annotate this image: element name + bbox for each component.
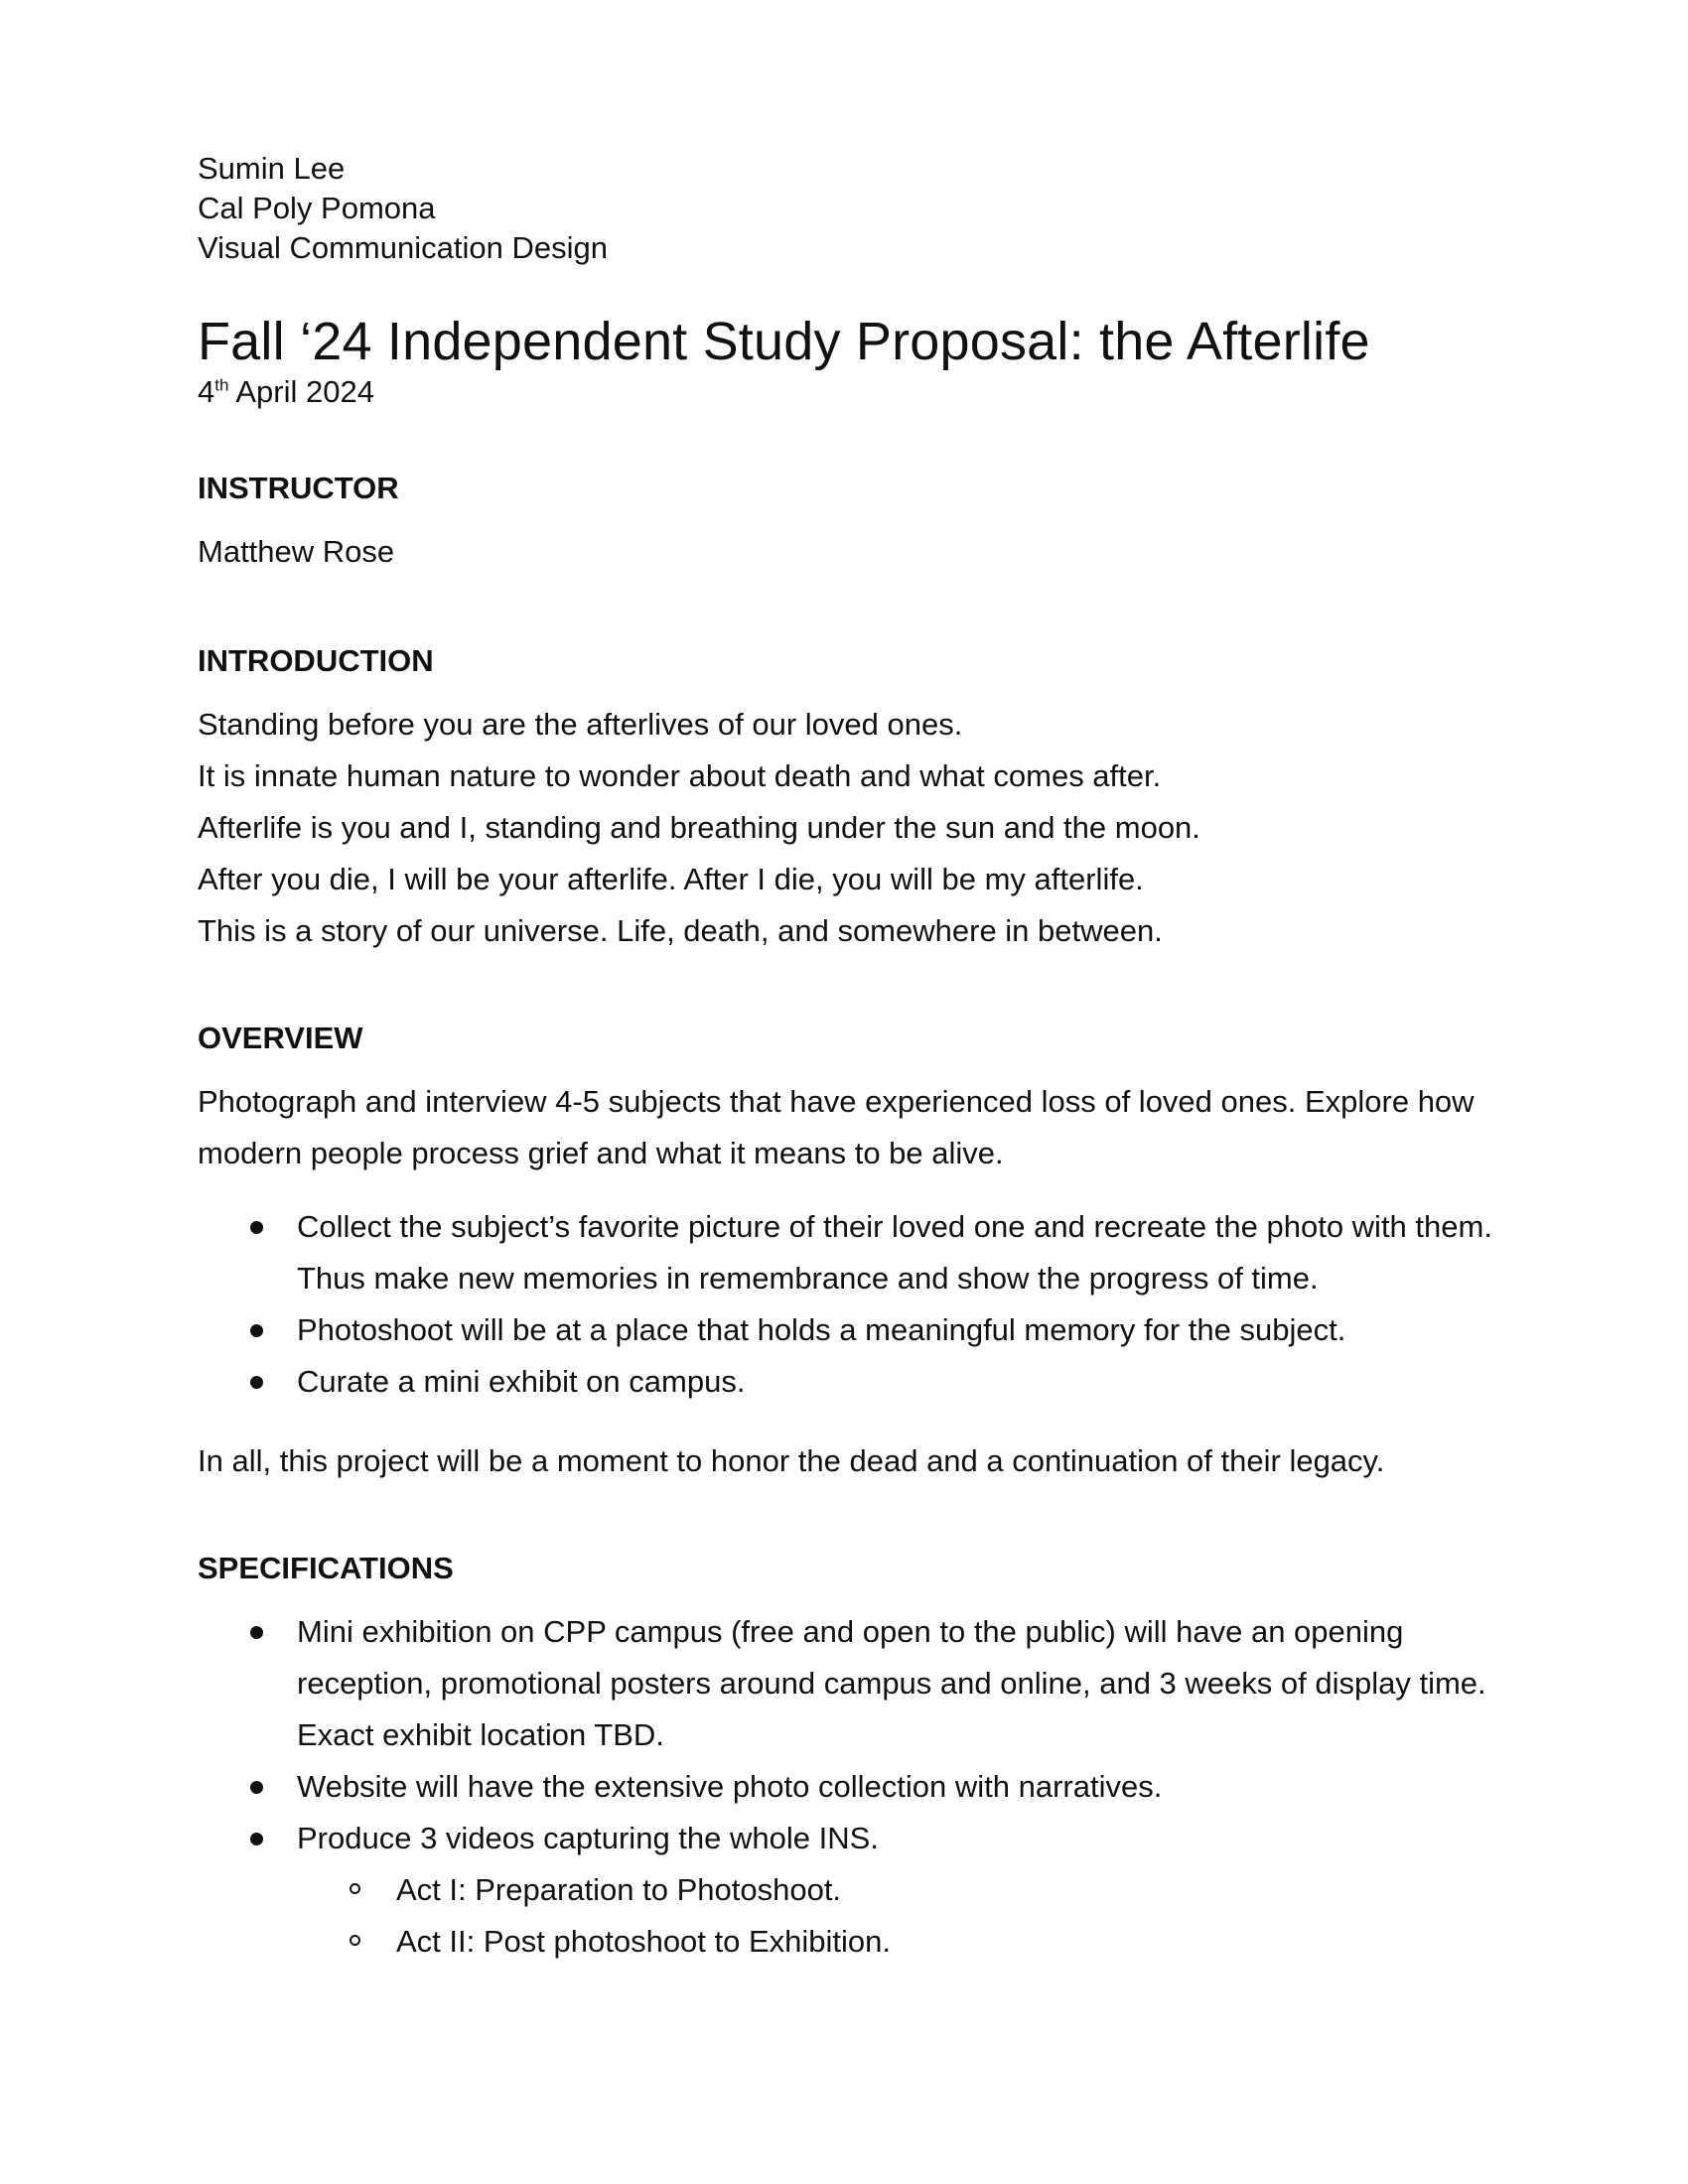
- list-item: [198, 1761, 1508, 1813]
- date-day: 4: [198, 374, 215, 409]
- specifications-sub-list: [297, 1864, 1508, 1968]
- introduction-line: Afterlife is you and I, standing and breathing under the sun and the moon.: [198, 810, 1200, 845]
- date-suffix: th: [214, 375, 229, 395]
- overview-closing: In all, this project will be a moment to honor the dead and a continuation of their legacy.: [198, 1443, 1385, 1478]
- hollow-bullet-icon: [350, 1935, 360, 1946]
- list-item: [198, 1201, 1508, 1304]
- instructor-heading: INSTRUCTOR: [198, 471, 399, 505]
- introduction-lines: [198, 699, 1508, 957]
- document-page: [198, 149, 1508, 1968]
- author-block: [198, 149, 1508, 268]
- specifications-sub-list-wrap: [198, 1864, 1508, 1968]
- hollow-bullet-icon: [350, 1883, 360, 1894]
- introduction-line: After you die, I will be your afterlife. After I die, you will be my afterlife.: [198, 862, 1144, 896]
- introduction-line: It is innate human nature to wonder about death and what comes after.: [198, 758, 1162, 793]
- bullet-dot-icon: [250, 1626, 263, 1639]
- instructor-section: [198, 469, 1508, 578]
- list-item-text: Collect the subject’s favorite picture of their loved one and recreate the photo with them. Thus make new memories in remembrance and show the progress of time.: [297, 1209, 1492, 1296]
- bullet-dot-icon: [250, 1833, 263, 1845]
- sub-list-item-text: Act I: Preparation to Photoshoot.: [396, 1872, 842, 1907]
- list-item-text: Produce 3 videos capturing the whole INS.: [297, 1821, 879, 1855]
- overview-paragraph: Photograph and interview 4-5 subjects that have experienced loss of loved ones. Explore how modern people process grief and what it means to be alive.: [198, 1084, 1475, 1170]
- list-item: [198, 1813, 1508, 1864]
- author-name: Sumin Lee: [198, 151, 346, 186]
- program-name: Visual Communication Design: [198, 230, 608, 265]
- list-item: [198, 1304, 1508, 1356]
- bullet-dot-icon: [250, 1221, 263, 1234]
- sub-list-item-text: Act II: Post photoshoot to Exhibition.: [396, 1924, 892, 1959]
- list-item: [198, 1356, 1508, 1408]
- specifications-section: [198, 1549, 1508, 1968]
- overview-section: [198, 1019, 1508, 1487]
- bullet-dot-icon: [250, 1324, 263, 1337]
- list-item-text: Website will have the extensive photo collection with narratives.: [297, 1769, 1163, 1804]
- document-date: [198, 373, 1508, 411]
- list-item: [198, 1606, 1508, 1761]
- list-item-text: Mini exhibition on CPP campus (free and open to the public) will have an opening reception, promotional posters around campus and online, and 3 weeks of display time. Exact exhibit location TBD.: [297, 1614, 1486, 1752]
- specifications-bullet-list: [198, 1606, 1508, 1864]
- introduction-line: This is a story of our universe. Life, death, and somewhere in between.: [198, 913, 1163, 948]
- overview-bullet-list: [198, 1201, 1508, 1408]
- overview-heading: OVERVIEW: [198, 1021, 363, 1055]
- list-item-text: Photoshoot will be at a place that holds a meaningful memory for the subject.: [297, 1312, 1346, 1347]
- list-item-text: Curate a mini exhibit on campus.: [297, 1364, 746, 1399]
- instructor-name: Matthew Rose: [198, 534, 395, 569]
- specifications-heading: SPECIFICATIONS: [198, 1551, 454, 1585]
- introduction-heading: INTRODUCTION: [198, 643, 434, 678]
- sub-list-item: [297, 1864, 1508, 1916]
- bullet-dot-icon: [250, 1781, 263, 1794]
- sub-list-item: [297, 1916, 1508, 1968]
- introduction-line: Standing before you are the afterlives of our loved ones.: [198, 707, 963, 742]
- introduction-section: [198, 641, 1508, 957]
- school-name: Cal Poly Pomona: [198, 191, 436, 225]
- document-title: Fall ‘24 Independent Study Proposal: the Afterlife: [198, 312, 1370, 371]
- bullet-dot-icon: [250, 1376, 263, 1389]
- date-rest: April 2024: [228, 374, 374, 409]
